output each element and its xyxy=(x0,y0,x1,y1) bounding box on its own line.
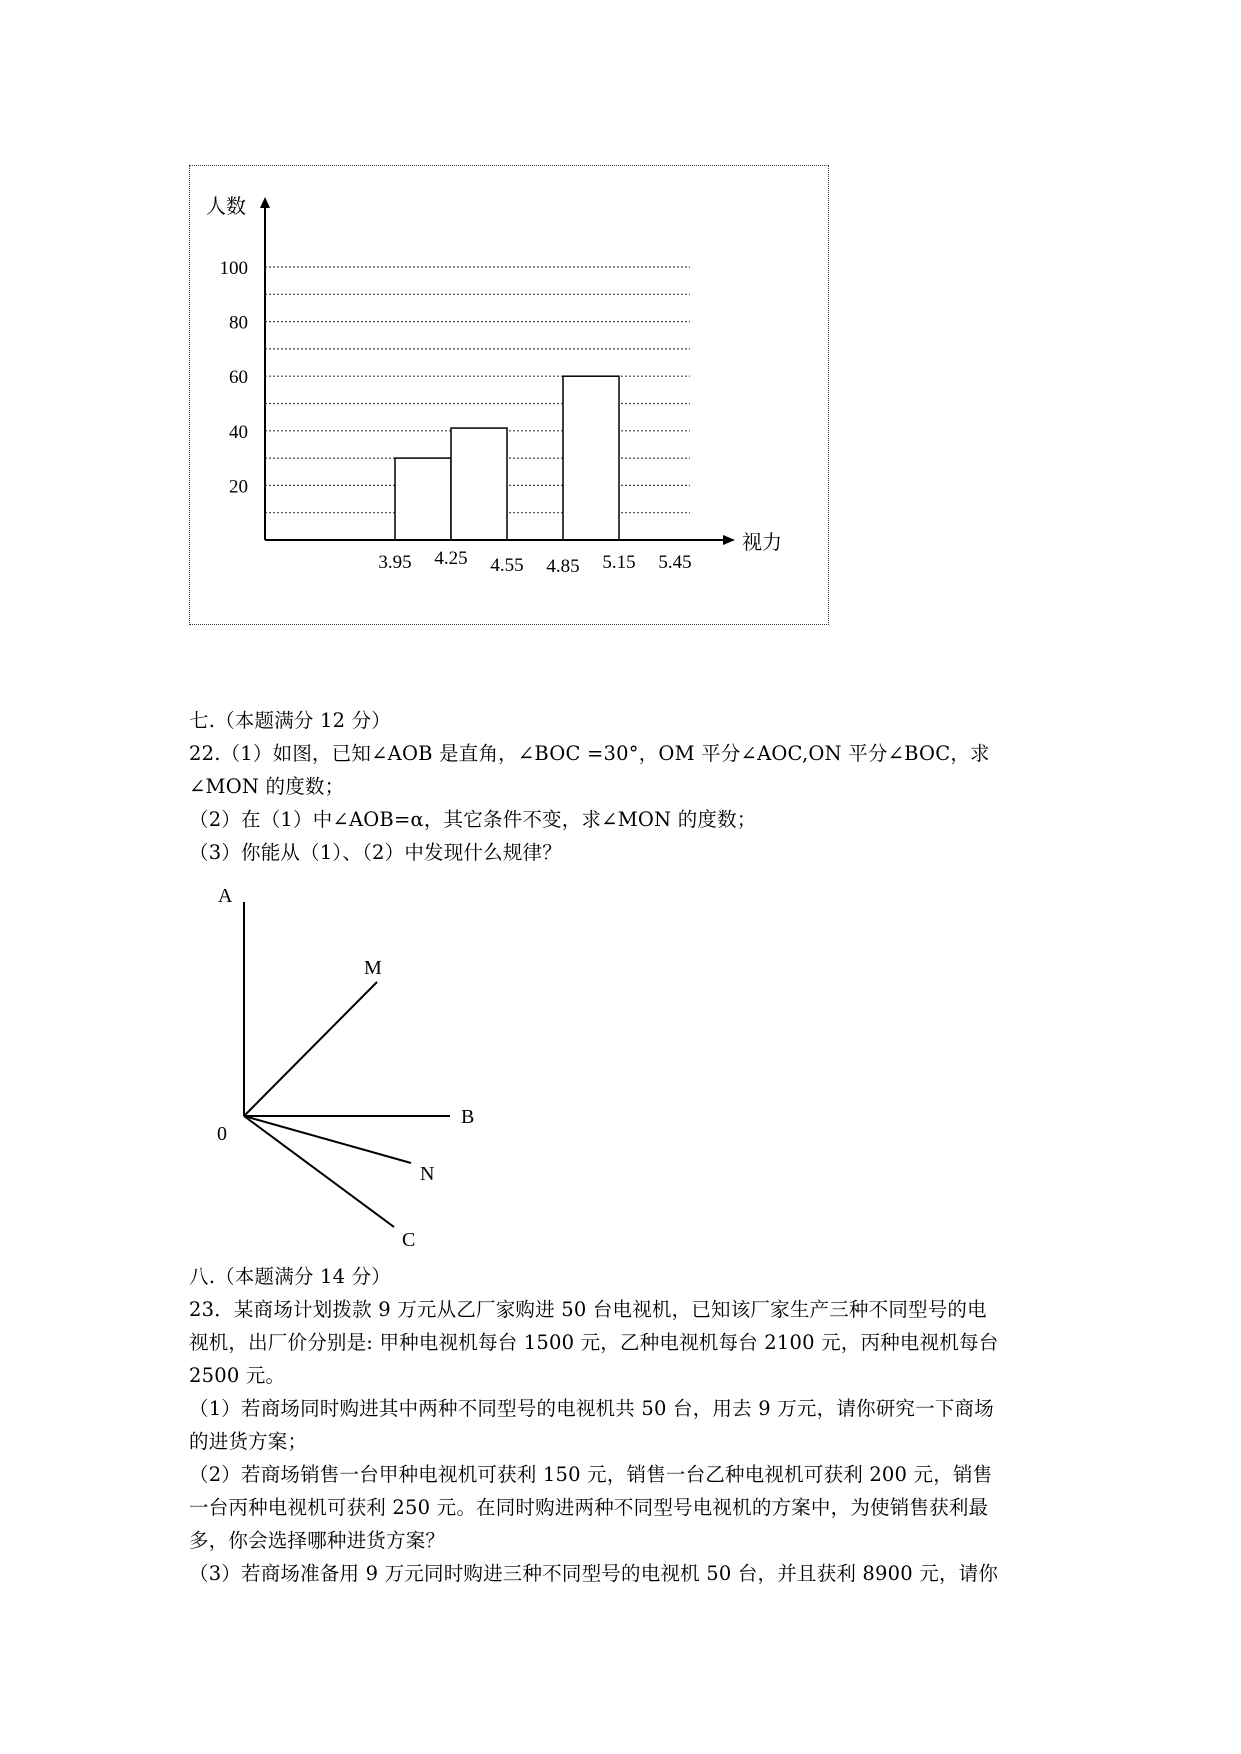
histogram-bar xyxy=(395,458,451,540)
x-tick-label: 5.45 xyxy=(658,552,692,573)
x-tick-label: 3.95 xyxy=(378,552,412,573)
point-label-N: N xyxy=(420,1163,435,1185)
point-label-A: A xyxy=(218,885,233,907)
y-axis-label: 人数 xyxy=(206,196,246,218)
y-tick-label: 40 xyxy=(229,421,248,443)
y-tick-label: 20 xyxy=(229,476,248,498)
x-axis-label: 视力 xyxy=(742,532,782,554)
y-tick-label: 80 xyxy=(229,312,248,334)
x-axis-arrow xyxy=(723,535,735,545)
q23-line3: 2500 元。 xyxy=(189,1364,286,1387)
x-tick-label: 5.15 xyxy=(602,552,636,573)
x-tick-labels xyxy=(378,548,691,577)
q22-line3: （2）在（1）中∠AOB=α，其它条件不变，求∠MON 的度数； xyxy=(189,808,757,831)
y-axis-arrow xyxy=(260,197,270,208)
ray-OC xyxy=(244,1116,394,1227)
point-label-O: 0 xyxy=(217,1123,227,1145)
q23-line2: 视机，出厂价分别是: 甲种电视机每台 1500 元，乙种电视机每台 2100 元，丙种电视机每台 xyxy=(189,1331,999,1354)
histogram-bar xyxy=(563,376,619,540)
q22-line1: 22.（1）如图，已知∠AOB 是直角，∠BOC =30°，OM 平分∠AOC,ON 平分∠BOC，求 xyxy=(189,742,990,765)
ray-ON xyxy=(244,1116,411,1163)
point-label-B: B xyxy=(461,1106,475,1128)
y-tick-labels xyxy=(220,258,249,497)
x-tick-label: 4.85 xyxy=(546,556,580,577)
q23-line5: 的进货方案； xyxy=(189,1430,308,1453)
q23-line4: （1）若商场同时购进其中两种不同型号的电视机共 50 台，用去 9 万元，请你研究一下商场 xyxy=(189,1397,994,1420)
q23-line8: 多，你会选择哪种进货方案？ xyxy=(189,1529,446,1552)
q23-line6: （2）若商场销售一台甲种电视机可获利 150 元，销售一台乙种电视机可获利 200 元，销售 xyxy=(189,1463,993,1486)
section7-heading: 七.（本题满分 12 分） xyxy=(189,709,392,732)
q22-line4: （3）你能从（1）、（2）中发现什么规律？ xyxy=(189,841,562,864)
angle-figure xyxy=(200,880,500,1250)
x-tick-label: 4.55 xyxy=(490,555,524,576)
histogram-bar xyxy=(451,428,507,540)
q23-line7: 一台丙种电视机可获利 250 元。在同时购进两种不同型号电视机的方案中，为使销售获利最 xyxy=(189,1496,989,1519)
chart-bars xyxy=(395,376,619,540)
y-tick-label: 60 xyxy=(229,367,248,389)
ray-OM xyxy=(244,982,377,1116)
q23-line1: 23．某商场计划拨款 9 万元从乙厂家购进 50 台电视机，已知该厂家生产三种不同型号的电 xyxy=(189,1298,987,1321)
q23-line9: （3）若商场准备用 9 万元同时购进三种不同型号的电视机 50 台，并且获利 8900 元，请你 xyxy=(189,1562,999,1585)
point-label-C: C xyxy=(402,1229,416,1250)
x-tick-label: 4.25 xyxy=(434,548,468,569)
section8-heading: 八.（本题满分 14 分） xyxy=(189,1265,392,1288)
histogram-chart xyxy=(189,165,829,625)
y-tick-label: 100 xyxy=(219,258,248,279)
q22-line2: ∠MON 的度数； xyxy=(189,775,345,798)
point-label-M: M xyxy=(364,957,382,979)
